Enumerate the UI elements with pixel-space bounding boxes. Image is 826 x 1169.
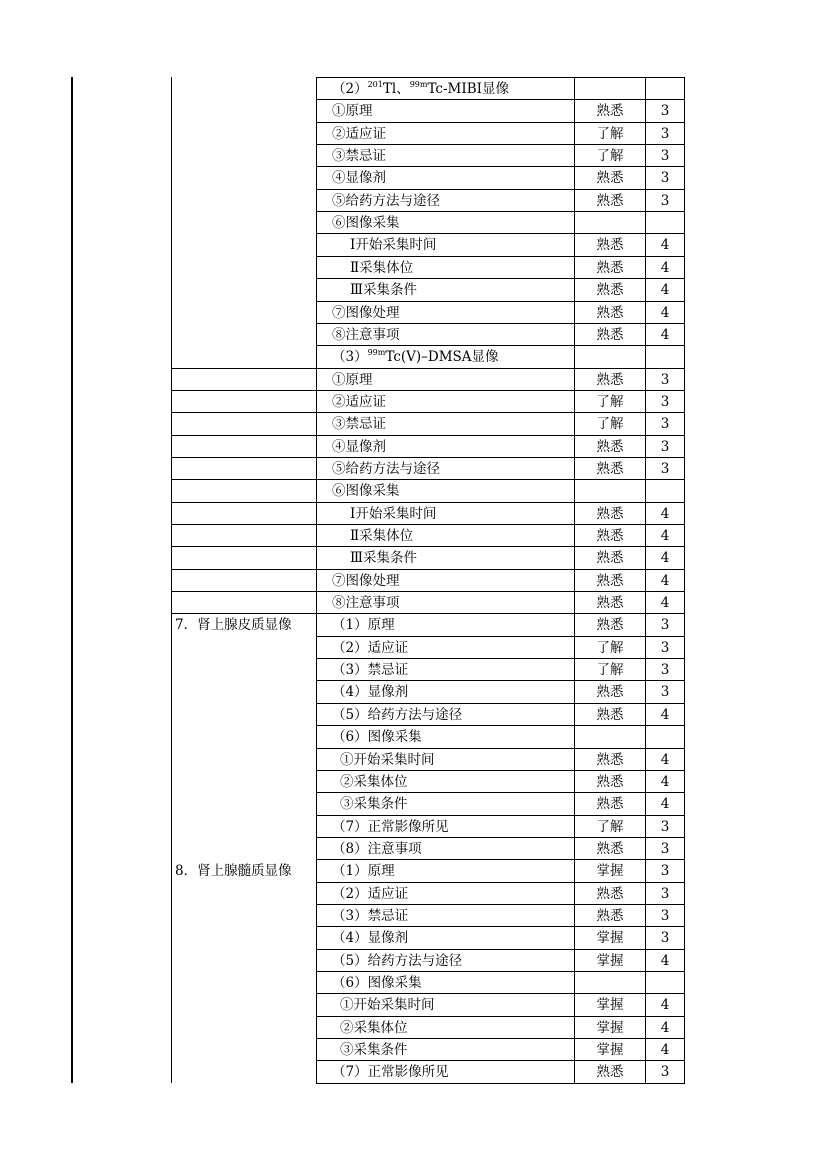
syllabus-item: ④显像剂: [332, 438, 386, 455]
hours-value: 4: [660, 1042, 670, 1059]
syllabus-item: （7）正常影像所见: [332, 818, 449, 835]
syllabus-item: Ⅲ采集条件: [350, 550, 418, 567]
syllabus-item: ③采集条件: [340, 796, 408, 813]
requirement-level: 熟悉: [596, 1064, 624, 1081]
requirement-level: 熟悉: [596, 259, 624, 276]
item-text: Tl、: [382, 81, 410, 97]
syllabus-item: （6）图像采集: [332, 975, 422, 991]
requirement-level: 熟悉: [596, 840, 624, 857]
hours-value: 4: [660, 505, 670, 522]
syllabus-item: （3）禁忌证: [332, 907, 409, 924]
syllabus-item: ⑧注意事项: [332, 595, 400, 612]
syllabus-item: ⑤给药方法与途径: [332, 460, 440, 477]
hours-value: 4: [660, 550, 670, 567]
requirement-level: 熟悉: [596, 751, 624, 768]
isotope-mass-number: 99m: [367, 348, 386, 358]
item-text: Tc-MIBI显像: [427, 81, 509, 97]
hours-value: 4: [660, 751, 670, 768]
item-text: （3）: [332, 349, 368, 366]
requirement-level: 熟悉: [596, 684, 624, 701]
hours-value: 4: [660, 572, 670, 589]
hours-value: 3: [660, 885, 670, 902]
requirement-level: 熟悉: [596, 103, 624, 120]
hours-value: 3: [660, 818, 670, 835]
syllabus-item: ⑥图像采集: [332, 483, 400, 500]
requirement-level: 掌握: [596, 930, 624, 947]
hours-value: 3: [660, 1064, 670, 1081]
syllabus-item: ②采集体位: [340, 773, 408, 790]
requirement-level: 熟悉: [596, 326, 624, 343]
syllabus-item: （7）正常影像所见: [332, 1064, 449, 1081]
hours-value: 3: [660, 393, 670, 410]
requirement-level: 熟悉: [596, 237, 624, 254]
hours-value: 3: [660, 148, 670, 165]
syllabus-item: ⑤给药方法与途径: [332, 192, 440, 209]
requirement-level: 熟悉: [596, 460, 624, 477]
requirement-level: 熟悉: [596, 572, 624, 589]
requirement-level: 熟悉: [596, 505, 624, 522]
syllabus-item: （4）显像剂: [332, 930, 409, 947]
hours-value: 4: [660, 595, 670, 612]
requirement-level: 熟悉: [596, 192, 624, 209]
syllabus-item: （2）适应证: [332, 885, 409, 902]
syllabus-item: ②采集体位: [340, 1019, 408, 1036]
hours-value: 3: [660, 438, 670, 455]
hours-value: 4: [660, 997, 670, 1014]
syllabus-item: （2）适应证: [332, 639, 409, 656]
syllabus-item: ①原理: [332, 371, 373, 388]
hours-value: 3: [660, 930, 670, 947]
requirement-level: 熟悉: [596, 907, 624, 924]
hours-value: 3: [660, 863, 670, 880]
outer-left-border: [71, 77, 73, 1083]
requirement-level: 掌握: [596, 863, 624, 880]
hours-value: 4: [660, 773, 670, 790]
hours-value: 3: [660, 460, 670, 477]
hours-value: 3: [660, 684, 670, 701]
requirement-level: 熟悉: [596, 773, 624, 790]
hours-value: 4: [660, 952, 670, 969]
syllabus-item: Ⅰ开始采集时间: [350, 237, 437, 254]
syllabus-item: ⑦图像处理: [332, 304, 400, 321]
requirement-level: 熟悉: [596, 304, 624, 321]
hours-value: 3: [660, 125, 670, 142]
right-border: [684, 77, 685, 1083]
requirement-level: 熟悉: [596, 438, 624, 455]
hours-value: 4: [660, 706, 670, 723]
hours-value: 4: [660, 304, 670, 321]
requirement-level: 掌握: [596, 1042, 624, 1059]
requirement-level: 熟悉: [596, 595, 624, 612]
syllabus-item: ②适应证: [332, 125, 386, 142]
hours-value: 4: [660, 282, 670, 299]
syllabus-item: ①原理: [332, 103, 373, 120]
requirement-level: 了解: [596, 818, 624, 835]
syllabus-item: [332, 346, 499, 368]
hours-value: 3: [660, 170, 670, 187]
hours-value: 4: [660, 237, 670, 254]
syllabus-item: ②适应证: [332, 393, 386, 410]
syllabus-item: （5）给药方法与途径: [332, 706, 463, 723]
syllabus-item: ⑦图像处理: [332, 572, 400, 589]
syllabus-item: （1）原理: [332, 863, 395, 880]
requirement-level: 了解: [596, 639, 624, 656]
syllabus-item: Ⅰ开始采集时间: [350, 505, 437, 522]
hours-value: 3: [660, 192, 670, 209]
hours-value: 4: [660, 259, 670, 276]
hours-value: 3: [660, 617, 670, 634]
hours-value: 4: [660, 326, 670, 343]
requirement-level: 熟悉: [596, 706, 624, 723]
syllabus-item: （1）原理: [332, 617, 395, 634]
item-text: （2）: [332, 81, 368, 97]
hours-value: 4: [660, 528, 670, 544]
syllabus-item: （4）显像剂: [332, 684, 409, 701]
syllabus-item: Ⅲ采集条件: [350, 282, 418, 299]
section-column-border: [171, 77, 172, 1083]
requirement-level: 掌握: [596, 952, 624, 969]
syllabus-item: ①开始采集时间: [340, 751, 435, 768]
hours-value: 3: [660, 371, 670, 388]
requirement-level: 了解: [596, 148, 624, 165]
isotope-mass-number: 201: [367, 80, 383, 89]
requirement-level: 熟悉: [596, 796, 624, 813]
syllabus-item: ⑧注意事项: [332, 326, 400, 343]
hours-value: 4: [660, 1019, 670, 1036]
requirement-level: 了解: [596, 662, 624, 679]
syllabus-item: ④显像剂: [332, 170, 386, 187]
syllabus-item: ③禁忌证: [332, 416, 386, 433]
requirement-level: 掌握: [596, 1019, 624, 1036]
requirement-level: 了解: [596, 393, 624, 410]
syllabus-item: （8）注意事项: [332, 840, 422, 857]
requirement-level: 熟悉: [596, 617, 624, 634]
syllabus-item: （6）图像采集: [332, 729, 422, 746]
syllabus-item: ③采集条件: [340, 1042, 408, 1059]
requirement-level: 熟悉: [596, 885, 624, 902]
isotope-mass-number: 99m: [409, 80, 428, 89]
item-column-border: [316, 77, 317, 1083]
section-heading: 8．肾上腺髓质显像: [175, 863, 292, 880]
syllabus-item: ⑥图像采集: [332, 215, 400, 232]
requirement-level: 熟悉: [596, 170, 624, 187]
syllabus-item: （3）禁忌证: [332, 662, 409, 679]
requirement-level: 熟悉: [596, 528, 624, 544]
requirement-level: 熟悉: [596, 282, 624, 299]
syllabus-item: Ⅱ采集体位: [350, 259, 414, 276]
section-heading: 7．肾上腺皮质显像: [175, 617, 292, 634]
requirement-level: 熟悉: [596, 371, 624, 388]
syllabus-item: ①开始采集时间: [340, 997, 435, 1014]
hours-value: 3: [660, 907, 670, 924]
hours-value: 3: [660, 662, 670, 679]
hours-value: 3: [660, 416, 670, 433]
syllabus-item: （5）给药方法与途径: [332, 952, 463, 969]
hours-value: 3: [660, 639, 670, 656]
hours-value: 3: [660, 840, 670, 857]
requirement-level: 熟悉: [596, 550, 624, 567]
syllabus-item: ③禁忌证: [332, 148, 386, 165]
syllabus-item: [332, 78, 509, 100]
requirement-level: 了解: [596, 125, 624, 142]
requirement-level: 了解: [596, 416, 624, 433]
requirement-level: 掌握: [596, 997, 624, 1014]
hours-value: 4: [660, 796, 670, 813]
syllabus-item: Ⅱ采集体位: [350, 528, 414, 544]
item-text: Tc(V)–DMSA显像: [385, 349, 499, 366]
hours-value: 3: [660, 103, 670, 120]
